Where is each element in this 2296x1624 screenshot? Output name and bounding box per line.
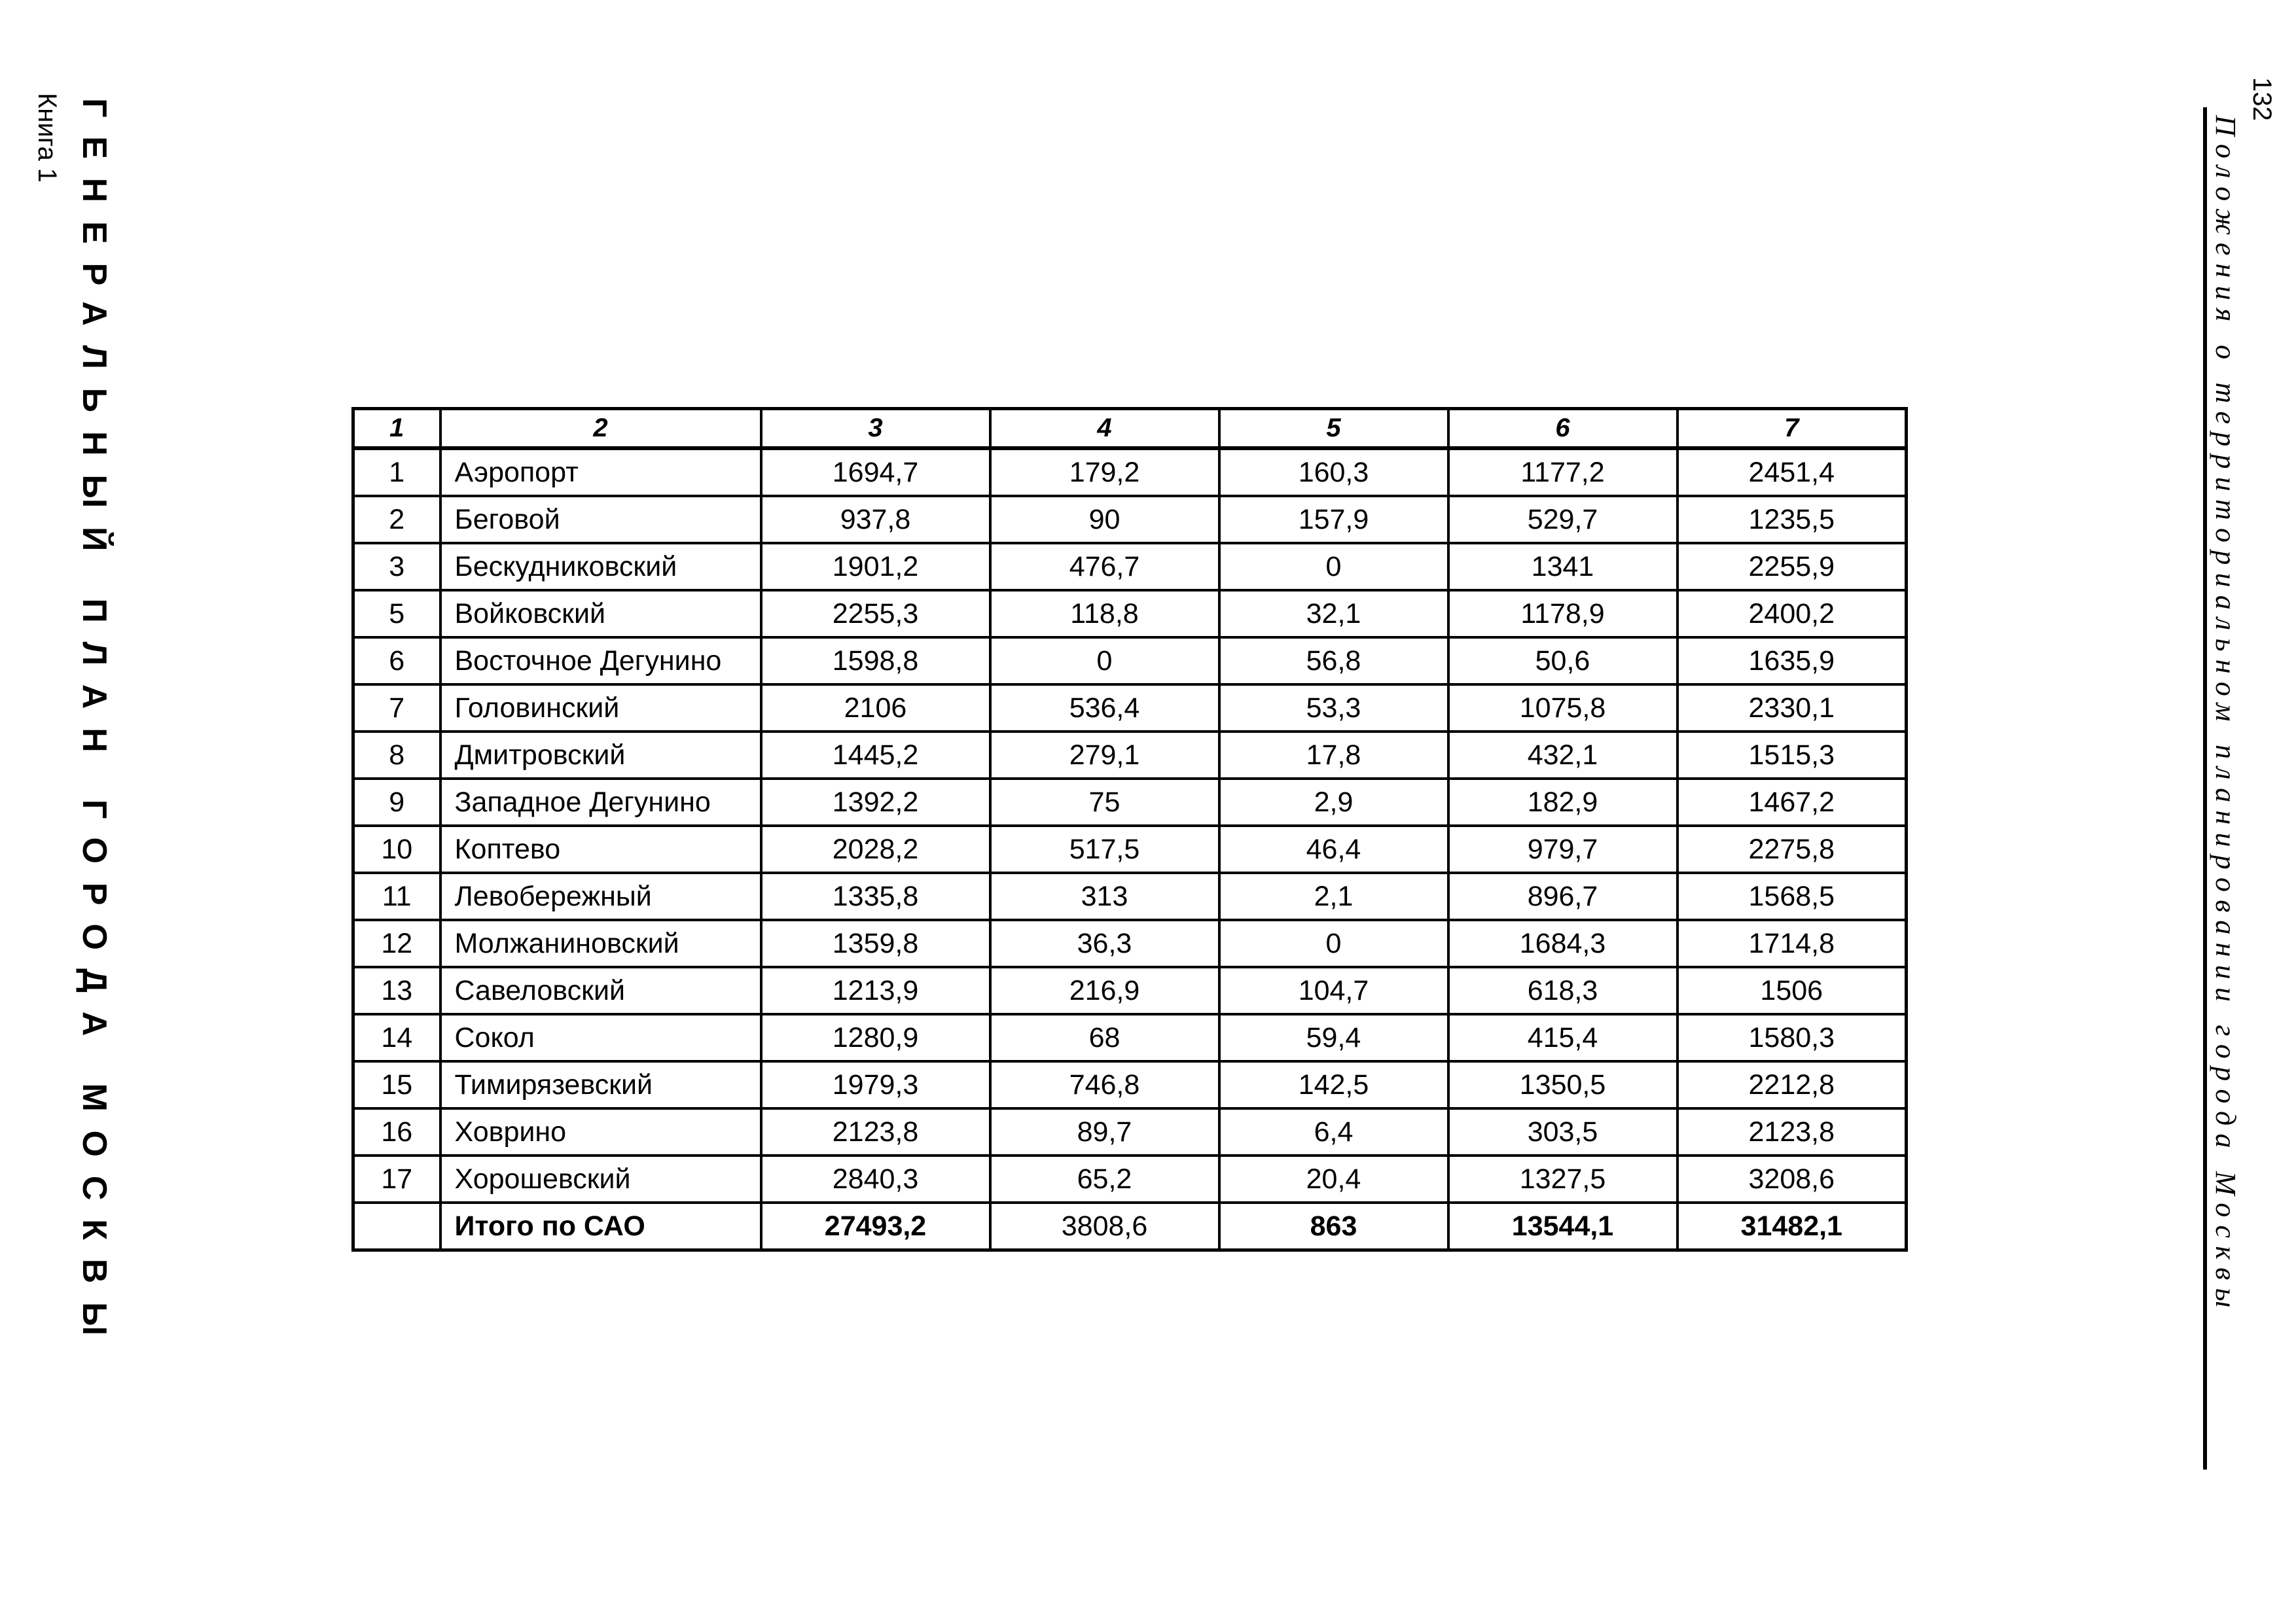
table-cell-col-3: 1445,2 — [761, 732, 990, 779]
document-title-vertical: ГЕНЕРАЛЬНЫЙ ПЛАН ГОРОДА МОСКВЫ — [75, 98, 113, 1354]
table-cell-col-4: 216,9 — [990, 967, 1219, 1014]
table-cell-col-6: 1684,3 — [1448, 920, 1677, 967]
table-cell-col-7: 2451,4 — [1677, 448, 1907, 496]
table-cell-col-5: 56,8 — [1219, 637, 1448, 684]
table-cell-col-num: 1 — [353, 448, 440, 496]
table-cell-col-3: 27493,2 — [761, 1203, 990, 1250]
table-cell-col-num: 16 — [353, 1108, 440, 1156]
table-row — [353, 826, 1907, 873]
table-cell-col-7: 1568,5 — [1677, 873, 1907, 920]
table-cell-col-7: 1235,5 — [1677, 496, 1907, 543]
table-cell-col-4: 89,7 — [990, 1108, 1219, 1156]
table-cell-col-district: Бескудниковский — [440, 543, 761, 590]
table-cell-col-3: 937,8 — [761, 496, 990, 543]
table-cell-col-6: 182,9 — [1448, 779, 1677, 826]
table-cell-col-num: 10 — [353, 826, 440, 873]
table-cell-col-district: Хорошевский — [440, 1156, 761, 1203]
table-cell-col-7: 2400,2 — [1677, 590, 1907, 637]
table-cell-col-4: 75 — [990, 779, 1219, 826]
table-cell-col-num: 3 — [353, 543, 440, 590]
table-cell-col-3: 3 — [761, 409, 990, 449]
table-cell-col-7: 2123,8 — [1677, 1108, 1907, 1156]
table-cell-col-district: Молжаниновский — [440, 920, 761, 967]
table-cell-col-6: 1327,5 — [1448, 1156, 1677, 1203]
table-cell-col-5: 0 — [1219, 543, 1448, 590]
table-cell-col-6: 13544,1 — [1448, 1203, 1677, 1250]
table-cell-col-num: 1 — [353, 409, 440, 449]
table-cell-col-3: 2255,3 — [761, 590, 990, 637]
table-row — [353, 1061, 1907, 1108]
table-cell-col-4: 746,8 — [990, 1061, 1219, 1108]
table-cell-col-5: 46,4 — [1219, 826, 1448, 873]
table-cell-col-3: 1213,9 — [761, 967, 990, 1014]
table-row — [353, 873, 1907, 920]
table-cell-col-6: 432,1 — [1448, 732, 1677, 779]
table-cell-col-5: 0 — [1219, 920, 1448, 967]
table-cell-col-4: 279,1 — [990, 732, 1219, 779]
table-cell-col-4: 4 — [990, 409, 1219, 449]
table-cell-col-4: 65,2 — [990, 1156, 1219, 1203]
district-data-table — [351, 407, 1908, 1252]
table-cell-col-6: 415,4 — [1448, 1014, 1677, 1061]
table-cell-col-5: 53,3 — [1219, 684, 1448, 732]
table-cell-col-6: 1341 — [1448, 543, 1677, 590]
table-cell-col-7: 1515,3 — [1677, 732, 1907, 779]
table-cell-col-district: Коптево — [440, 826, 761, 873]
table-cell-col-6: 618,3 — [1448, 967, 1677, 1014]
table-cell-col-6: 979,7 — [1448, 826, 1677, 873]
table-cell-col-4: 3808,6 — [990, 1203, 1219, 1250]
table-cell-col-5: 160,3 — [1219, 448, 1448, 496]
table-cell-col-num: 6 — [353, 637, 440, 684]
table-cell-col-6: 1177,2 — [1448, 448, 1677, 496]
table-cell-col-num: 5 — [353, 590, 440, 637]
table-cell-col-4: 118,8 — [990, 590, 1219, 637]
table-cell-col-district: Аэропорт — [440, 448, 761, 496]
table-cell-col-district: Савеловский — [440, 967, 761, 1014]
page-number: 132 — [2248, 77, 2276, 121]
table-cell-col-district: Ховрино — [440, 1108, 761, 1156]
table-cell-col-3: 1359,8 — [761, 920, 990, 967]
running-header-vertical: Положения о территориальном планировании города Москвы — [2210, 115, 2242, 1316]
table-cell-col-5: 6,4 — [1219, 1108, 1448, 1156]
table-cell-col-6: 529,7 — [1448, 496, 1677, 543]
table-cell-col-num: 15 — [353, 1061, 440, 1108]
table-cell-col-5: 32,1 — [1219, 590, 1448, 637]
table-cell-col-7: 31482,1 — [1677, 1203, 1907, 1250]
table-cell-col-7: 3208,6 — [1677, 1156, 1907, 1203]
table-cell-col-4: 90 — [990, 496, 1219, 543]
table-cell-col-3: 1694,7 — [761, 448, 990, 496]
table-cell-col-num: 2 — [353, 496, 440, 543]
table-cell-col-7: 1635,9 — [1677, 637, 1907, 684]
table-cell-col-5: 157,9 — [1219, 496, 1448, 543]
table-cell-col-5: 5 — [1219, 409, 1448, 449]
table-cell-col-district: Сокол — [440, 1014, 761, 1061]
table-cell-col-4: 536,4 — [990, 684, 1219, 732]
table-cell-col-3: 2106 — [761, 684, 990, 732]
table-cell-col-4: 517,5 — [990, 826, 1219, 873]
table-cell-col-district: 2 — [440, 409, 761, 449]
table-cell-col-district: Дмитровский — [440, 732, 761, 779]
table-cell-col-num: 14 — [353, 1014, 440, 1061]
table-cell-col-4: 179,2 — [990, 448, 1219, 496]
table-cell-col-7: 1580,3 — [1677, 1014, 1907, 1061]
table-row — [353, 732, 1907, 779]
table-cell-col-3: 1335,8 — [761, 873, 990, 920]
table-cell-col-7: 2212,8 — [1677, 1061, 1907, 1108]
table-row — [353, 920, 1907, 967]
table-cell-col-3: 2028,2 — [761, 826, 990, 873]
table-row — [353, 1156, 1907, 1203]
table-cell-col-district: Западное Дегунино — [440, 779, 761, 826]
table-cell-col-6: 1075,8 — [1448, 684, 1677, 732]
table-cell-col-4: 0 — [990, 637, 1219, 684]
table-cell-col-district: Левобережный — [440, 873, 761, 920]
table-cell-col-7: 2275,8 — [1677, 826, 1907, 873]
table-cell-col-4: 36,3 — [990, 920, 1219, 967]
table-cell-col-4: 476,7 — [990, 543, 1219, 590]
table-cell-col-district: Беговой — [440, 496, 761, 543]
table-row — [353, 779, 1907, 826]
book-label: Книга 1 — [33, 93, 62, 183]
table-row — [353, 637, 1907, 684]
table-cell-col-5: 104,7 — [1219, 967, 1448, 1014]
table-row — [353, 967, 1907, 1014]
table-cell-col-5: 17,8 — [1219, 732, 1448, 779]
table-cell-col-5: 2,1 — [1219, 873, 1448, 920]
table-cell-col-6: 6 — [1448, 409, 1677, 449]
table-cell-col-6: 303,5 — [1448, 1108, 1677, 1156]
table-row — [353, 684, 1907, 732]
table-cell-col-3: 1598,8 — [761, 637, 990, 684]
table-cell-col-3: 1901,2 — [761, 543, 990, 590]
table-cell-col-num: 8 — [353, 732, 440, 779]
table-row — [353, 543, 1907, 590]
table-cell-col-3: 1979,3 — [761, 1061, 990, 1108]
table-cell-col-3: 1280,9 — [761, 1014, 990, 1061]
table-cell-col-7: 2330,1 — [1677, 684, 1907, 732]
table-body — [353, 409, 1907, 1250]
table-row — [353, 1108, 1907, 1156]
table-cell-col-7: 1714,8 — [1677, 920, 1907, 967]
table-cell-col-3: 2840,3 — [761, 1156, 990, 1203]
table-row — [353, 590, 1907, 637]
table-header-row — [353, 409, 1907, 449]
table-total-row — [353, 1203, 1907, 1250]
table-cell-col-num: 17 — [353, 1156, 440, 1203]
table-cell-col-num: 12 — [353, 920, 440, 967]
table-cell-col-district: Итого по САО — [440, 1203, 761, 1250]
header-rule — [2203, 107, 2207, 1470]
table-cell-col-3: 1392,2 — [761, 779, 990, 826]
table-cell-col-district: Тимирязевский — [440, 1061, 761, 1108]
table-cell-col-4: 68 — [990, 1014, 1219, 1061]
table-cell-col-district: Головинский — [440, 684, 761, 732]
table-cell-col-3: 2123,8 — [761, 1108, 990, 1156]
table-cell-col-num: 9 — [353, 779, 440, 826]
table-row — [353, 1014, 1907, 1061]
table-cell-col-7: 7 — [1677, 409, 1907, 449]
table-cell-col-5: 2,9 — [1219, 779, 1448, 826]
table-cell-col-7: 2255,9 — [1677, 543, 1907, 590]
table-cell-col-5: 142,5 — [1219, 1061, 1448, 1108]
table-cell-col-7: 1467,2 — [1677, 779, 1907, 826]
table-cell-col-6: 1178,9 — [1448, 590, 1677, 637]
table-cell-col-6: 1350,5 — [1448, 1061, 1677, 1108]
table-cell-col-6: 896,7 — [1448, 873, 1677, 920]
table-row — [353, 496, 1907, 543]
table-cell-col-7: 1506 — [1677, 967, 1907, 1014]
table-cell-col-6: 50,6 — [1448, 637, 1677, 684]
table-cell-col-num: 7 — [353, 684, 440, 732]
table-cell-col-district: Восточное Дегунино — [440, 637, 761, 684]
table-cell-col-num: 11 — [353, 873, 440, 920]
table-cell-col-5: 863 — [1219, 1203, 1448, 1250]
table-cell-col-4: 313 — [990, 873, 1219, 920]
table-cell-col-num — [353, 1203, 440, 1250]
table-cell-col-num: 13 — [353, 967, 440, 1014]
table-cell-col-5: 20,4 — [1219, 1156, 1448, 1203]
table-row — [353, 448, 1907, 496]
table-cell-col-5: 59,4 — [1219, 1014, 1448, 1061]
table-cell-col-district: Войковский — [440, 590, 761, 637]
